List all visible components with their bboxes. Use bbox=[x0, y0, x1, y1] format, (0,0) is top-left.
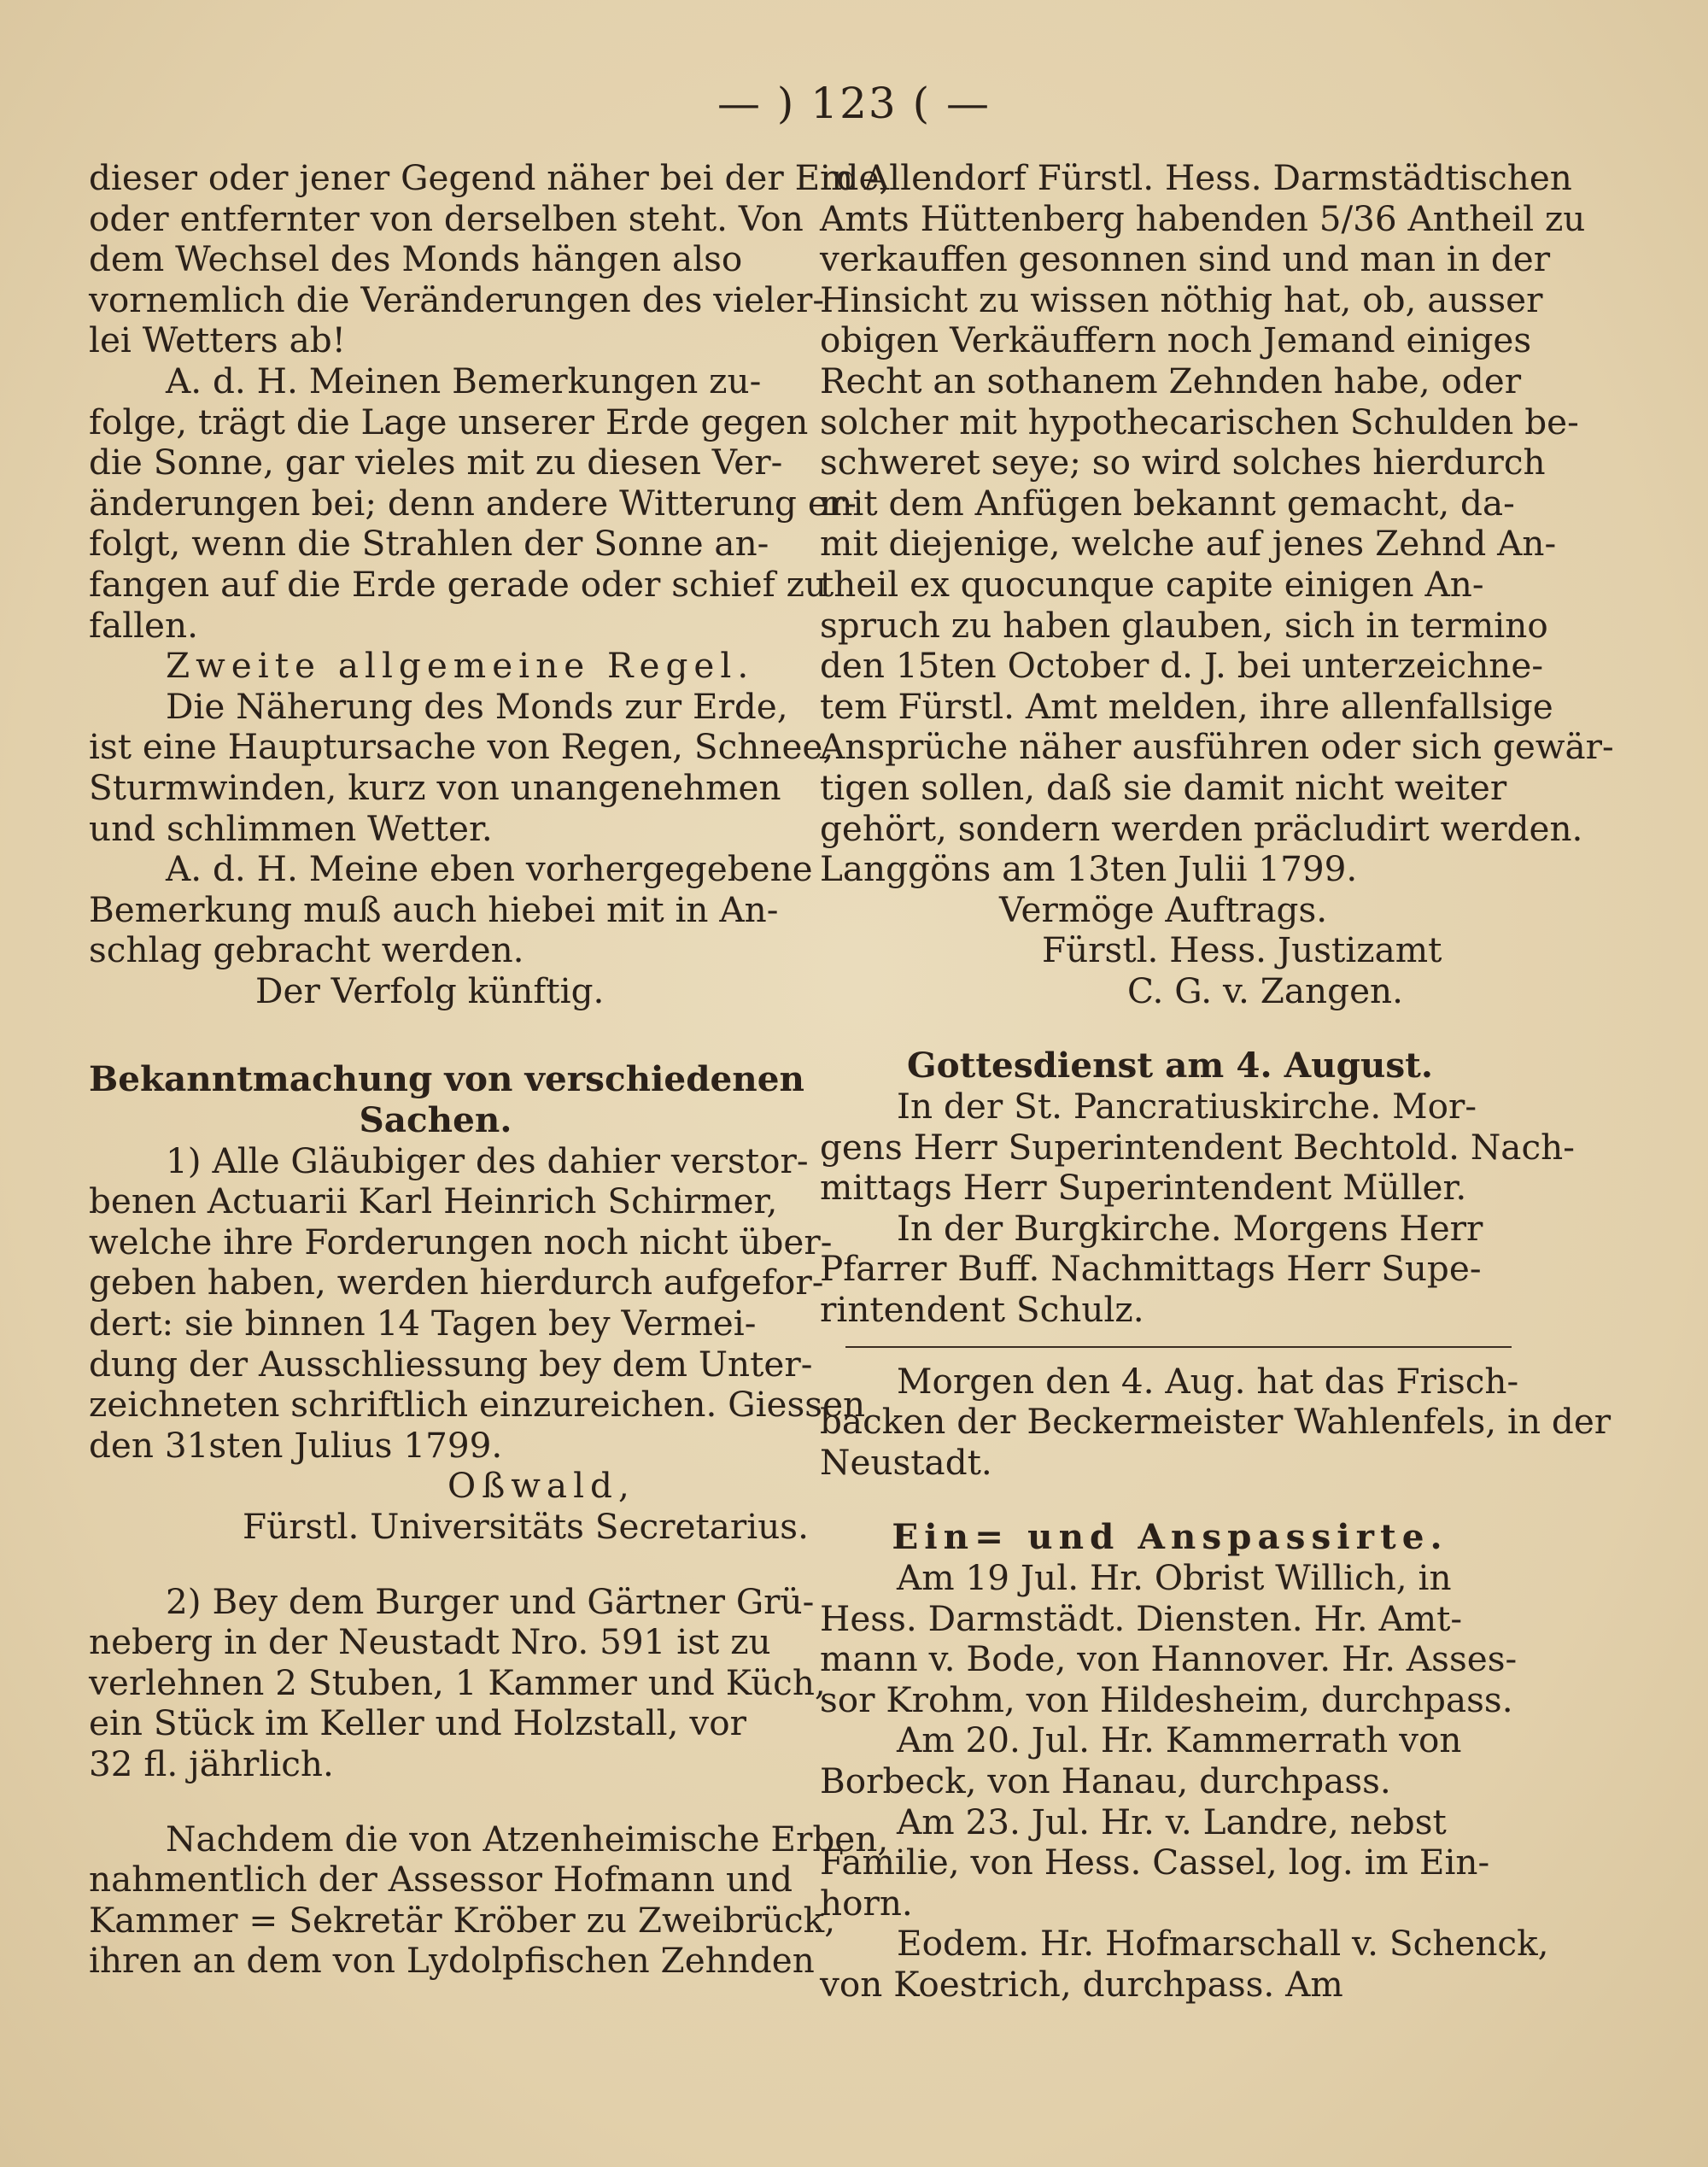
text-line: ist eine Hauptursache von Regen, Schnee, bbox=[89, 726, 834, 768]
text-line: folge, trägt die Lage unserer Erde gegen bbox=[89, 401, 809, 442]
text-line: dung der Ausschliessung bey dem Unter- bbox=[89, 1343, 813, 1385]
rule-title: Zweite allgemeine Regel. bbox=[166, 645, 755, 687]
text-line: folgt, wenn die Strahlen der Sonne an- bbox=[89, 523, 769, 565]
text-line: Langgöns am 13ten Julii 1799. bbox=[820, 848, 1358, 890]
text-line: 1) Alle Gläubiger des dahier verstor- bbox=[166, 1139, 809, 1181]
signature-line: C. G. v. Zangen. bbox=[1127, 969, 1403, 1011]
text-line: Am 23. Jul. Hr. v. Landre, nebst bbox=[897, 1801, 1447, 1842]
text-line: rintendent Schulz. bbox=[820, 1289, 1144, 1331]
weather-text bbox=[89, 157, 891, 361]
text-line: Hess. Darmstädt. Diensten. Hr. Amt- bbox=[820, 1597, 1463, 1639]
text-line: oder entfernter von derselben steht. Von bbox=[89, 197, 804, 239]
text-line: benen Actuarii Karl Heinrich Schirmer, bbox=[89, 1180, 778, 1222]
text-line: änderungen bei; denn andere Witterung er- bbox=[89, 482, 857, 524]
text-line: theil ex quocunque capite einigen An- bbox=[820, 563, 1484, 605]
text-line: schweret seye; so wird solches hierdurch bbox=[820, 442, 1546, 483]
text-line: die Sonne, gar vieles mit zu diesen Ver- bbox=[89, 442, 783, 483]
text-line: geben haben, werden hierdurch aufgefor- bbox=[89, 1262, 824, 1303]
text-line: Am 20. Jul. Hr. Kammerrath von bbox=[897, 1719, 1462, 1761]
church-service-heading: Gottesdienst am 4. August. bbox=[907, 1045, 1433, 1086]
notice-1 bbox=[89, 1139, 866, 1548]
right-column bbox=[820, 157, 1614, 2006]
text-line: vornemlich die Veränderungen des vieler- bbox=[89, 278, 825, 320]
text-line: sor Krohm, von Hildesheim, durchpass. bbox=[820, 1678, 1513, 1720]
text-line: fangen auf die Erde gerade oder schief zu bbox=[89, 563, 828, 605]
continued-note: Der Verfolg künftig. bbox=[255, 969, 605, 1011]
text-line: mittags Herr Superintendent Müller. bbox=[820, 1167, 1467, 1209]
text-line: den 31sten Julius 1799. bbox=[89, 1424, 503, 1466]
text-line: nahmentlich der Assessor Hofmann und bbox=[89, 1859, 793, 1901]
text-line: Bemerkung muß auch hiebei mit in An- bbox=[89, 888, 779, 930]
text-line: und schlimmen Wetter. bbox=[89, 807, 493, 849]
text-line: fallen. bbox=[89, 604, 198, 646]
text-line: verlehnen 2 Stuben, 1 Kammer und Küch, bbox=[89, 1661, 826, 1703]
text-line: Die Näherung des Monds zur Erde, bbox=[166, 685, 788, 727]
text-line: dert: sie binnen 14 Tagen bey Vermei- bbox=[89, 1303, 757, 1344]
text-line: horn. bbox=[820, 1882, 913, 1924]
text-line: ein Stück im Keller und Holzstall, vor bbox=[89, 1702, 746, 1744]
text-line: Sturmwinden, kurz von unangenehmen bbox=[89, 766, 781, 808]
signature-title: Fürstl. Universitäts Secretarius. bbox=[243, 1506, 809, 1547]
text-line: tem Fürstl. Amt melden, ihre allenfallsige bbox=[820, 685, 1553, 727]
editor-note-1 bbox=[89, 360, 857, 646]
travelers-list bbox=[820, 1557, 1549, 2006]
heading-line: Bekanntmachung von verschiedenen bbox=[89, 1058, 804, 1100]
notice-2 bbox=[89, 1580, 826, 1785]
text-line: Borbeck, von Hanau, durchpass. bbox=[820, 1760, 1391, 1801]
text-line: spruch zu haben glauben, sich in termino bbox=[820, 604, 1548, 646]
travelers-heading: Ein= und Anspassirte. bbox=[892, 1516, 1448, 1558]
text-line: Morgen den 4. Aug. hat das Frisch- bbox=[897, 1360, 1519, 1402]
text-line: Eodem. Hr. Hofmarschall v. Schenck, bbox=[897, 1923, 1549, 1965]
text-line: mann v. Bode, von Hannover. Hr. Asses- bbox=[820, 1638, 1518, 1680]
text-line: solcher mit hypothecarischen Schulden be- bbox=[820, 401, 1579, 442]
text-line: Am 19 Jul. Hr. Obrist Willich, in bbox=[897, 1557, 1452, 1598]
text-line: A. d. H. Meine eben vorhergegebene bbox=[166, 848, 813, 890]
text-line: Neustadt. bbox=[820, 1441, 992, 1483]
heading-line: Sachen. bbox=[359, 1099, 512, 1141]
text-line: gens Herr Superintendent Bechtold. Nach- bbox=[820, 1126, 1575, 1168]
text-line: Pfarrer Buff. Nachmittags Herr Supe- bbox=[820, 1248, 1482, 1290]
text-line: In der Burgkirche. Morgens Herr bbox=[897, 1207, 1483, 1249]
text-line: zeichneten schriftlich einzureichen. Giessen bbox=[89, 1384, 866, 1426]
text-line: backen der Beckermeister Wahlenfels, in der bbox=[820, 1401, 1611, 1443]
text-line: Familie, von Hess. Cassel, log. im Ein- bbox=[820, 1842, 1490, 1883]
text-line: tigen sollen, daß sie damit nicht weiter bbox=[820, 766, 1507, 808]
church-service-text bbox=[820, 1086, 1575, 1331]
text-line: 32 fl. jährlich. bbox=[89, 1742, 334, 1784]
text-line: Kammer = Sekretär Kröber zu Zweibrück, bbox=[89, 1899, 836, 1941]
notice-heading bbox=[89, 1058, 804, 1141]
text-line: In der St. Pancratiuskirche. Mor- bbox=[897, 1086, 1477, 1127]
signature-line: Vermöge Auftrags. bbox=[999, 888, 1328, 930]
text-line: A. d. H. Meinen Bemerkungen zu- bbox=[166, 360, 762, 401]
text-line: von Koestrich, durchpass. Am bbox=[820, 1963, 1343, 2005]
text-line: Hinsicht zu wissen nöthig hat, ob, ausser bbox=[820, 278, 1543, 320]
text-line: verkauffen gesonnen sind und man in der bbox=[820, 238, 1551, 280]
text-line: mit dem Anfügen bekannt gemacht, da- bbox=[820, 482, 1515, 524]
text-line: obigen Verkäuffern noch Jemand einiges bbox=[820, 319, 1532, 361]
text-line: Recht an sothanem Zehnden habe, oder bbox=[820, 360, 1522, 401]
section-divider bbox=[845, 1346, 1512, 1348]
signature-name: Oßwald, bbox=[447, 1465, 635, 1507]
page-number: — ) 123 ( — bbox=[717, 79, 991, 128]
text-line: Ansprüche näher ausführen oder sich gewär- bbox=[820, 726, 1614, 768]
text-line: neberg in der Neustadt Nro. 591 ist zu bbox=[89, 1621, 771, 1663]
text-line: mit diejenige, welche auf jenes Zehnd An- bbox=[820, 523, 1557, 565]
baker-notice bbox=[820, 1360, 1611, 1484]
editor-note-2 bbox=[89, 848, 813, 971]
text-line: ihren an dem von Lydolpfischen Zehnden bbox=[89, 1940, 815, 1982]
text-line: dieser oder jener Gegend näher bei der Erde, bbox=[89, 157, 891, 198]
text-line: lei Wetters ab! bbox=[89, 319, 346, 361]
text-line: 2) Bey dem Burger und Gärtner Grü- bbox=[166, 1580, 815, 1622]
signature-line: Fürstl. Hess. Justizamt bbox=[1042, 929, 1442, 971]
text-line: in Allendorf Fürstl. Hess. Darmstädtischen bbox=[820, 157, 1572, 198]
text-line: welche ihre Forderungen noch nicht über- bbox=[89, 1221, 833, 1262]
rule-text bbox=[89, 685, 834, 849]
text-line: dem Wechsel des Monds hängen also bbox=[89, 238, 743, 280]
notice-3-continued bbox=[820, 157, 1614, 1011]
text-line: schlag gebracht werden. bbox=[89, 929, 524, 971]
text-line: gehört, sondern werden präcludirt werden. bbox=[820, 807, 1583, 849]
text-line: Amts Hüttenberg habenden 5/36 Antheil zu bbox=[820, 197, 1586, 239]
text-line: den 15ten October d. J. bei unterzeichne- bbox=[820, 645, 1544, 687]
text-line: Nachdem die von Atzenheimische Erben, bbox=[166, 1818, 889, 1860]
